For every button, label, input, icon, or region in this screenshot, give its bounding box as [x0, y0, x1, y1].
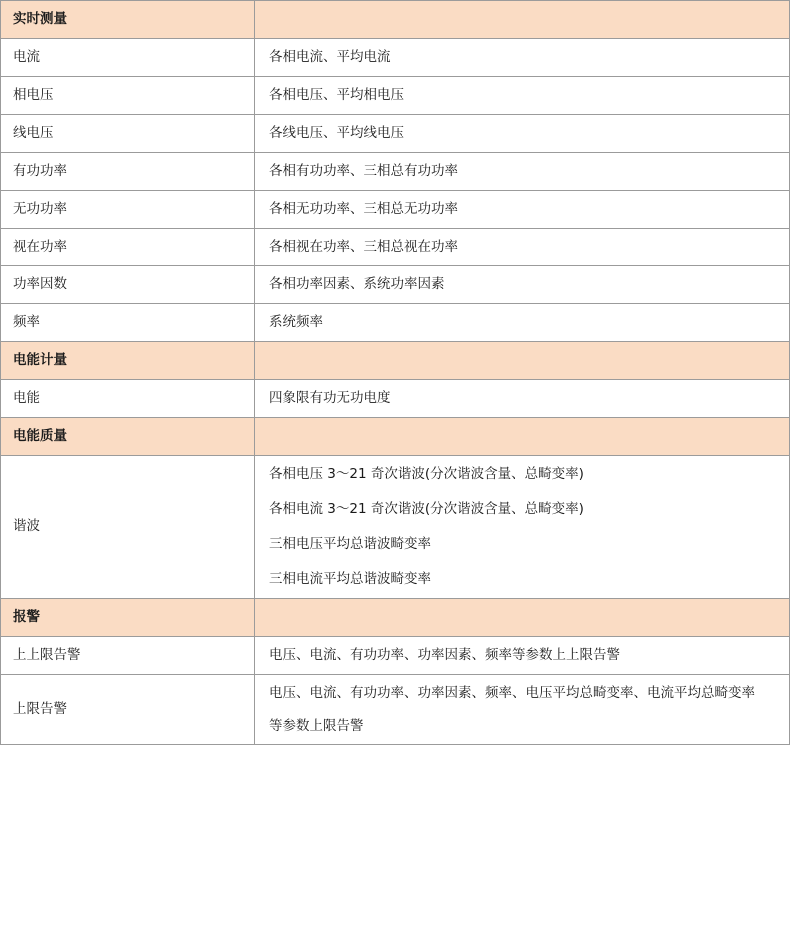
row-value-line: 各相电流 3～21 奇次谐波(分次谐波含量、总畸变率)	[269, 500, 584, 517]
table-row	[1, 636, 790, 674]
row-label: 无功功率	[1, 190, 255, 228]
table-row	[1, 152, 790, 190]
row-label: 功率因数	[1, 266, 255, 304]
section-value	[255, 1, 790, 39]
section-value	[255, 598, 790, 636]
section-row	[1, 342, 790, 380]
section-label: 实时测量	[1, 1, 255, 39]
row-value-line: 三相电流平均总谐波畸变率	[269, 570, 431, 587]
table-row	[1, 304, 790, 342]
table-row	[1, 114, 790, 152]
row-value-line: 电压、电流、有功功率、功率因素、频率、电压平均总畸变率、电流平均总畸变率	[269, 684, 755, 701]
table-row	[1, 228, 790, 266]
row-value-line: 三相电压平均总谐波畸变率	[269, 535, 431, 552]
row-label: 谐波	[1, 456, 255, 599]
table-row	[1, 38, 790, 76]
row-value: 四象限有功无功电度	[255, 380, 790, 418]
row-value-line: 等参数上限告警	[269, 717, 364, 734]
row-value-line: 各相电压 3～21 奇次谐波(分次谐波含量、总畸变率)	[269, 466, 584, 483]
row-label: 上上限告警	[1, 636, 255, 674]
table-row	[1, 380, 790, 418]
row-value: 电压、电流、有功功率、功率因素、频率等参数上上限告警	[255, 636, 790, 674]
row-label: 视在功率	[1, 228, 255, 266]
row-label: 线电压	[1, 114, 255, 152]
row-value: 各相电压、平均相电压	[255, 76, 790, 114]
row-value: 各相无功功率、三相总无功功率	[255, 190, 790, 228]
row-label: 上限告警	[1, 674, 255, 745]
section-row	[1, 418, 790, 456]
section-row	[1, 1, 790, 39]
section-value	[255, 418, 790, 456]
row-value: 各相功率因素、系统功率因素	[255, 266, 790, 304]
row-value: 各相电流、平均电流	[255, 38, 790, 76]
row-label: 有功功率	[1, 152, 255, 190]
section-row	[1, 598, 790, 636]
row-value	[255, 456, 790, 599]
row-label: 电流	[1, 38, 255, 76]
table-row	[1, 266, 790, 304]
table-row	[1, 674, 790, 745]
row-value: 各线电压、平均线电压	[255, 114, 790, 152]
row-value: 各相视在功率、三相总视在功率	[255, 228, 790, 266]
table-row	[1, 190, 790, 228]
row-label: 频率	[1, 304, 255, 342]
table-row	[1, 456, 790, 599]
row-value: 系统频率	[255, 304, 790, 342]
section-value	[255, 342, 790, 380]
row-label: 电能	[1, 380, 255, 418]
table-row	[1, 76, 790, 114]
section-label: 电能计量	[1, 342, 255, 380]
row-value	[255, 674, 790, 745]
table-body	[1, 1, 790, 745]
row-value: 各相有功功率、三相总有功功率	[255, 152, 790, 190]
section-label: 电能质量	[1, 418, 255, 456]
row-label: 相电压	[1, 76, 255, 114]
section-label: 报警	[1, 598, 255, 636]
